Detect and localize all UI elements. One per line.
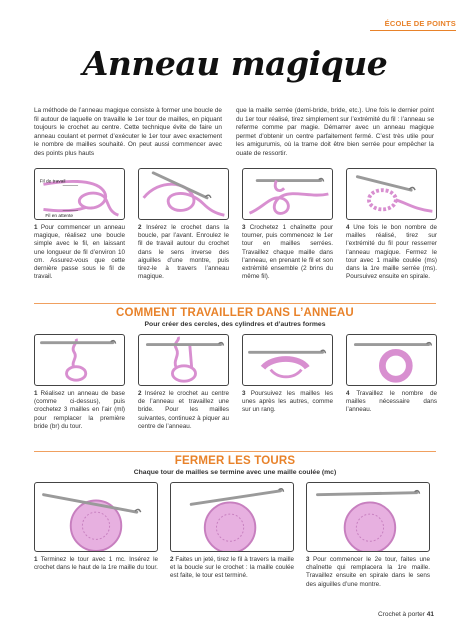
step-illustration-card — [34, 482, 158, 572]
step-illustration-card — [170, 482, 294, 581]
page-number: 41 — [426, 611, 434, 618]
step-illustration-card — [306, 482, 430, 589]
base-ring-chains-illustration — [34, 334, 125, 386]
section-tag-underline — [370, 30, 456, 31]
page-footer — [378, 611, 434, 618]
step-illustration-card — [346, 168, 437, 281]
hook-through-ring-illustration — [138, 168, 229, 220]
magic-ring-loop-illustration — [34, 168, 125, 220]
step-caption: 4 Travaillez le nombre de mailles nécessaire dans l’anneau. — [346, 390, 437, 414]
section-subtitle-closing-rounds: Chaque tour de mailles se termine avec une maille coulée (mc) — [133, 469, 337, 476]
step-illustration-card — [138, 168, 229, 281]
step-illustration-card — [34, 168, 125, 281]
close-ring-illustration — [346, 168, 437, 220]
fil-en-attente-label: Fil en attente — [45, 214, 74, 219]
step-caption: 1 Pour commencer un anneau magique, réalisez une boucle simple avec le fil, en laissant une longueur de fil d’environ 10 cm. Assurez-vous que cette dernière passe sous le fil de travail. — [34, 224, 126, 281]
step-caption: 4 Une fois le bon nombre de mailles réalisé, tirez sur l’extrémité du fil pour resserrer l’anneau magique. Fermez le tour avec 1 maille coulée (ms) dans la 1re maille serrée (ms). Poursuivez ensuite en spirale. — [346, 224, 438, 281]
step-caption: 2 Faites un jeté, tirez le fil à travers la maille et la boucle sur le crochet : la maille coulée est faite, le tour est terminé. — [170, 556, 294, 580]
intro-right-column: que la maille serrée (demi-bride, bride, etc.). Une fois le dernier point du 1er tour réalisé, tirez simplement sur l’extrémité du fil : l’anneau se referme comme par magie. Démarrer avec un anneau magique permet d’obtenir un centre parfaitement fermé. C’est très utile pour les amigurumis, où la trame doit être bien serrée pour empêcher la ouate de ressortir. — [236, 107, 434, 157]
step-caption: 3 Pour commencer le 2e tour, faites une chaînette qui remplacera la 1re maille. Travaillez ensuite en spirale dans le sens des aiguilles d’une montre. — [306, 556, 431, 588]
step-caption: 3 Poursuivez les mailles les unes après les autres, comme sur un rang. — [242, 390, 334, 414]
step-caption: 1 Terminez le tour avec 1 mc. Insérez le crochet dans le haut de la 1re maille du tour. — [34, 556, 159, 572]
section-tag: ÉCOLE DE POINTS — [384, 19, 456, 28]
step-caption: 2 Insérez le crochet au centre de l’anneau et travaillez une bride. Pour les mailles suivantes, continuez à piquer au centre de l’anneau. — [138, 390, 230, 430]
ring-complete-illustration — [346, 334, 437, 386]
page-title: Anneau magique — [82, 44, 388, 83]
step-illustration-card — [34, 334, 125, 431]
section-title-closing-rounds: FERMER LES TOURS — [174, 455, 296, 467]
step-illustration-card — [242, 334, 333, 415]
section-divider — [34, 303, 436, 304]
fil-de-travail-label: Fil de travail — [39, 179, 66, 185]
step-caption: 3 Crochetez 1 chaînette pour tourner, puis commencez le 1er tour en mailles serrées. Travaillez chaque maille dans l’anneau, en prenant le fil et son extrémité ensemble (2 brins du même fil). — [242, 224, 334, 281]
intro-left-column: La méthode de l’anneau magique consiste à former une boucle de fil autour de laquelle on travaille le 1er tour de mailles, en piquant toujours le crochet au centre. Cette technique évite de faire un anneau coulant et permet d’exécuter le 1er tour avec exactement le nombre de mailles souhaité. On peut aussi commencer avec des points plus hauts — [34, 107, 222, 157]
slip-stitch-insert-illustration — [34, 482, 158, 552]
second-round-chain-illustration — [306, 482, 430, 552]
magazine-name: Crochet à porter — [377, 611, 425, 618]
section-divider — [34, 451, 436, 452]
step-caption: 1 Réalisez un anneau de base (comme ci-dessus), puis crochetez 3 mailles en l’air (ml) pour remplacer la première bride (br) du tour. — [34, 390, 125, 430]
first-chain-illustration — [242, 168, 333, 220]
section-title-working-ring: COMMENT TRAVAILLER DANS L’ANNEAU — [116, 307, 354, 319]
section-subtitle-working-ring: Pour créer des cercles, des cylindres et d’autres formes — [144, 321, 326, 328]
slip-stitch-complete-illustration — [170, 482, 294, 552]
step-illustration-card — [138, 334, 229, 431]
step-illustration-card — [242, 168, 333, 281]
step-illustration-card — [346, 334, 437, 415]
first-treble-illustration — [138, 334, 229, 386]
continue-stitches-illustration — [242, 334, 333, 386]
step-caption: 2 Insérez le crochet dans la boucle, par l’avant. Enroulez le fil de travail autour du crochet dans le sens inverse des aiguilles d’une montre, puis tirez-le à travers l’anneau magique. — [138, 224, 229, 281]
